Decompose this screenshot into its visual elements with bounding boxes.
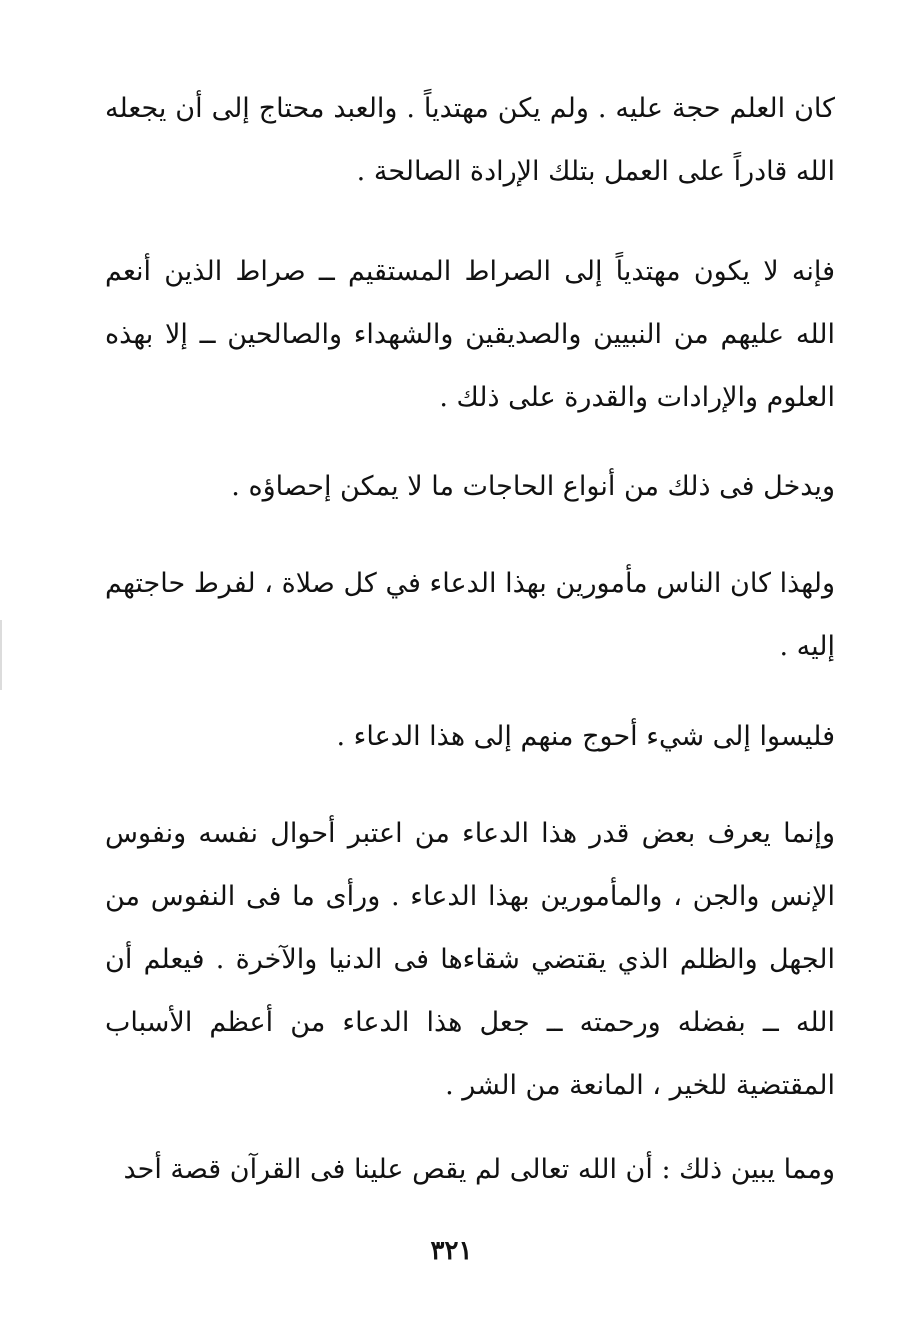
paragraph-3 (105, 455, 885, 518)
paragraph-text: ويدخل فى ذلك من أنواع الحاجات ما لا يمكن إحصاؤه . (231, 471, 835, 502)
paragraph-text: ومما يبين ذلك : أن الله تعالى لم يقص علينا فى القرآن قصة أحد (123, 1154, 835, 1185)
scan-edge-mark (0, 620, 2, 690)
page-number: ٣٢١ (430, 1236, 473, 1266)
paragraph-text: كان العلم حجة عليه . ولم يكن مهتدياً . والعبد محتاج إلى أن يجعله الله قادراً على العمل بتلك الإرادة الصالحة . (105, 93, 835, 187)
paragraph-4 (105, 552, 885, 678)
paragraph-text: فليسوا إلى شيء أحوج منهم إلى هذا الدعاء . (336, 721, 835, 752)
paragraph-text: فإنه لا يكون مهتدياً إلى الصراط المستقيم ــ صراط الذين أنعم الله عليهم من النبيين والصديقين والشهداء والصالحين ــ إلا بهذه العلوم والإرادات والقدرة على ذلك . (105, 256, 835, 413)
paragraph-2 (105, 240, 885, 429)
paragraph-7 (105, 1138, 885, 1201)
paragraph-1 (105, 77, 835, 203)
paragraph-6 (105, 802, 885, 1117)
paragraph-text: وإنما يعرف بعض قدر هذا الدعاء من اعتبر أحوال نفسه ونفوس الإنس والجن ، والمأمورين بهذا الدعاء . ورأى ما فى النفوس من الجهل والظلم الذي يقتضي شقاءها فى الدنيا والآخرة . فيعلم أن الله ــ بفضله ورحمته ــ جعل هذا الدعاء من أعظم الأسباب المقتضية للخير ، المانعة من الشر . (105, 818, 835, 1101)
paragraph-5 (105, 705, 885, 768)
paragraph-text: ولهذا كان الناس مأمورين بهذا الدعاء في كل صلاة ، لفرط حاجتهم إليه . (105, 568, 835, 662)
